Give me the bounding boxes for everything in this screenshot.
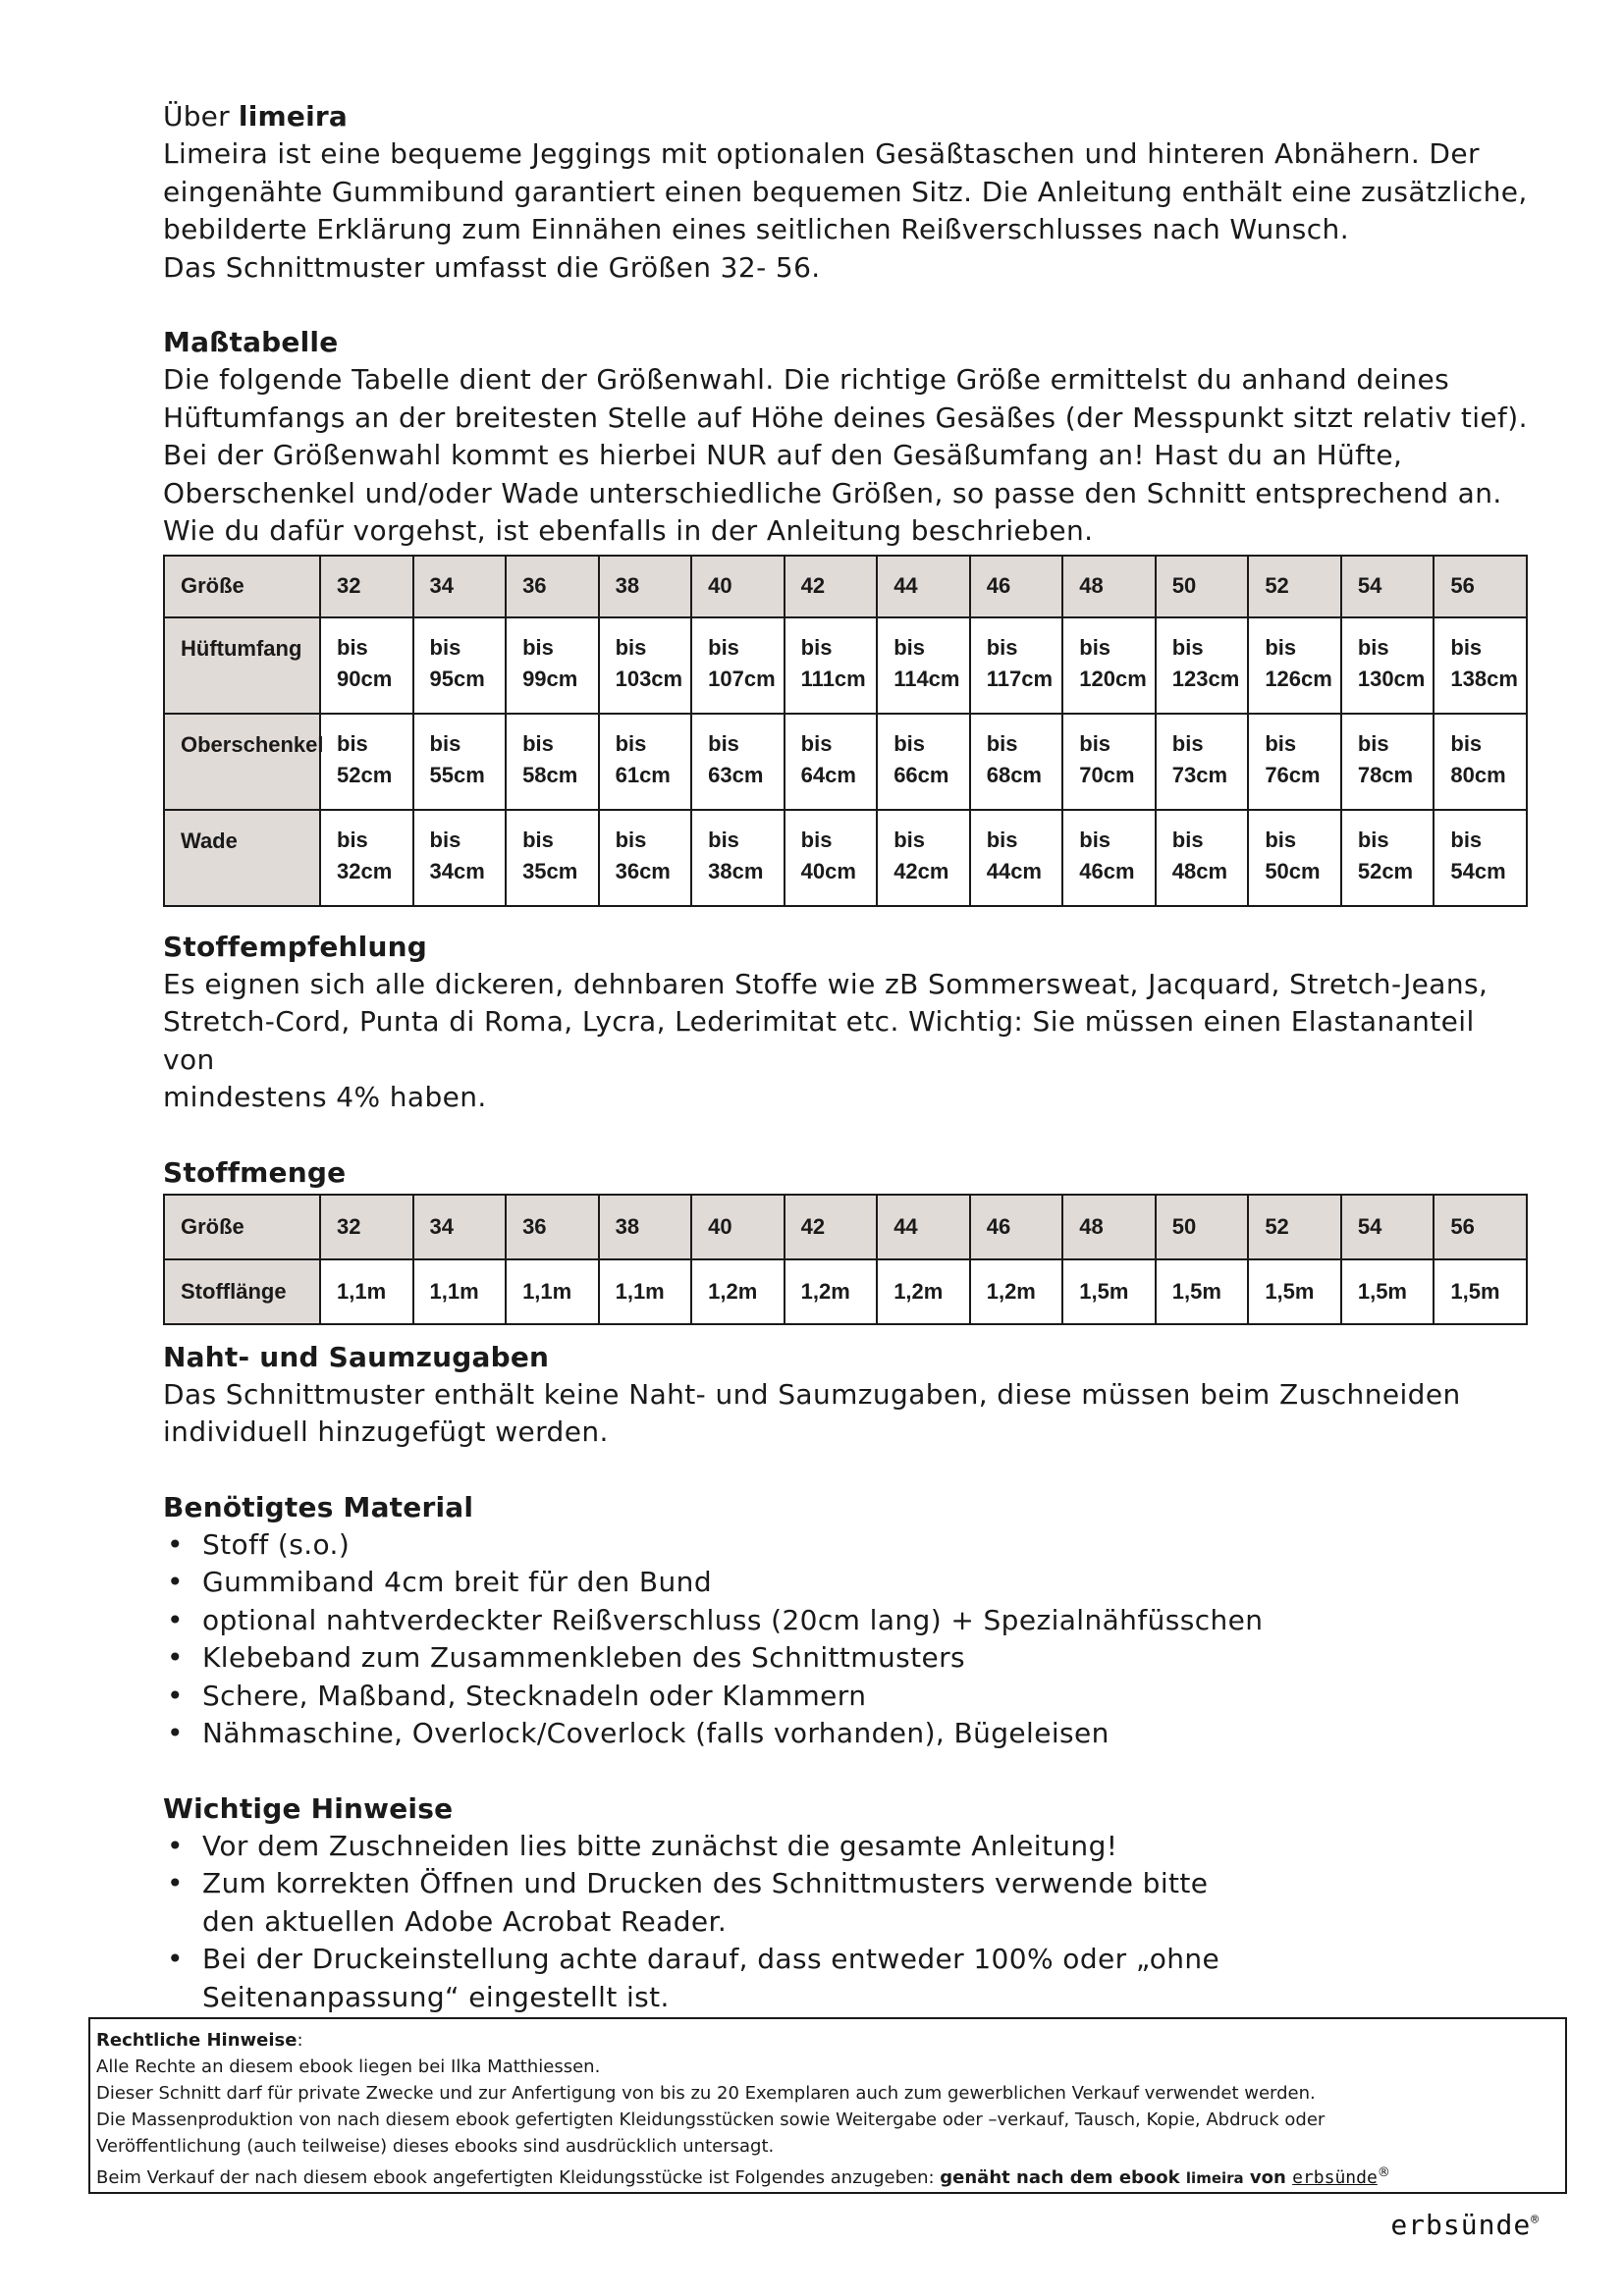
table-cell: 1,2m <box>785 1259 878 1324</box>
fabric-amount-table <box>163 1194 1528 1325</box>
size-cell: 48 <box>1062 556 1156 617</box>
table-cell <box>1434 810 1527 906</box>
registered-mark: ® <box>1531 2213 1540 2228</box>
table-cell <box>1248 617 1341 714</box>
cell-prefix: bis <box>429 730 461 756</box>
table-cell: 1,5m <box>1156 1259 1249 1324</box>
cell-prefix: bis <box>337 634 368 660</box>
cell-prefix: bis <box>615 730 647 756</box>
fabric-line: Es eignen sich alle dickeren, dehnbaren Stoffe wie zB Sommersweat, Jacquard, Stretch-Jeans, <box>163 967 1489 1000</box>
table-row-hip <box>164 617 1527 714</box>
table-cell <box>506 714 599 810</box>
cell-value: 38cm <box>708 858 764 883</box>
cell-value: 42cm <box>893 858 949 883</box>
cell-value: 66cm <box>893 762 949 787</box>
cell-prefix: bis <box>615 634 647 660</box>
size-cell: 46 <box>970 1195 1063 1259</box>
cell-prefix: bis <box>337 827 368 852</box>
cell-value: 63cm <box>708 762 764 787</box>
table-cell <box>506 810 599 906</box>
table-cell <box>320 617 413 714</box>
table-cell: 1,1m <box>320 1259 413 1324</box>
table-cell: 1,5m <box>1434 1259 1527 1324</box>
row-label: Oberschenkel <box>164 714 320 810</box>
cell-value: 50cm <box>1265 858 1321 883</box>
registered-mark: ® <box>1377 2165 1390 2180</box>
legal-notice-box <box>88 2017 1567 2194</box>
table-cell <box>877 617 970 714</box>
size-cell: 34 <box>413 1195 507 1259</box>
table-cell <box>320 810 413 906</box>
table-cell: 1,2m <box>877 1259 970 1324</box>
table-cell: 1,2m <box>691 1259 785 1324</box>
cell-value: 107cm <box>708 666 776 691</box>
cell-value: 70cm <box>1079 762 1135 787</box>
table-cell <box>691 714 785 810</box>
table-cell <box>1434 714 1527 810</box>
cell-prefix: bis <box>1450 827 1483 852</box>
cell-value: 120cm <box>1079 666 1147 691</box>
cell-value: 117cm <box>986 666 1054 691</box>
document-body <box>163 98 1528 2016</box>
table-cell <box>1062 617 1156 714</box>
list-item: • Stoff (s.o.) <box>163 1526 1528 1565</box>
table-cell <box>970 810 1063 906</box>
size-cell: 46 <box>970 556 1063 617</box>
table-cell <box>1248 714 1341 810</box>
cell-prefix: bis <box>522 730 554 756</box>
cell-prefix: bis <box>429 827 461 852</box>
cell-prefix: bis <box>1171 827 1204 852</box>
table-cell: 1,5m <box>1248 1259 1341 1324</box>
size-cell: 38 <box>599 1195 692 1259</box>
cell-prefix: bis <box>1079 634 1111 660</box>
cell-value: 54cm <box>1450 858 1506 883</box>
cell-prefix: bis <box>429 634 461 660</box>
cell-value: 48cm <box>1171 858 1228 883</box>
table-cell <box>785 714 878 810</box>
seam-line: individuell hinzugefügt werden. <box>163 1415 609 1448</box>
table-cell <box>413 714 507 810</box>
material-heading: Benötigtes Material <box>163 1490 474 1523</box>
fabric-amount-header-label: Größe <box>164 1195 320 1259</box>
table-cell <box>691 617 785 714</box>
cell-value: 130cm <box>1357 666 1426 691</box>
row-label: Wade <box>164 810 320 906</box>
table-cell: 1,1m <box>413 1259 507 1324</box>
legal-title: Rechtliche Hinweise: <box>96 2030 303 2051</box>
cell-prefix: bis <box>522 827 554 852</box>
cell-value: 52cm <box>1357 858 1414 883</box>
size-table-header-row <box>164 556 1527 617</box>
cell-prefix: bis <box>708 730 739 756</box>
cell-prefix: bis <box>1171 730 1204 756</box>
cell-prefix: bis <box>615 827 647 852</box>
table-row-thigh <box>164 714 1527 810</box>
cell-value: 76cm <box>1265 762 1321 787</box>
table-cell <box>1341 810 1435 906</box>
cell-value: 123cm <box>1171 666 1240 691</box>
about-line: eingenähte Gummibund garantiert einen bequemen Sitz. Die Anleitung enthält eine zusätzliche, <box>163 175 1528 208</box>
size-cell: 32 <box>320 556 413 617</box>
cell-prefix: bis <box>986 730 1018 756</box>
size-cell: 40 <box>691 556 785 617</box>
table-cell <box>1062 810 1156 906</box>
size-cell: 52 <box>1248 556 1341 617</box>
table-cell <box>599 714 692 810</box>
cell-value: 55cm <box>429 762 485 787</box>
about-line: Limeira ist eine bequeme Jeggings mit optionalen Gesäßtaschen und hinteren Abnähern. Der <box>163 137 1480 170</box>
list-item: • Klebeband zum Zusammenkleben des Schnittmusters <box>163 1639 1528 1678</box>
row-label: Stofflänge <box>164 1259 320 1324</box>
credit-product: limeira <box>1185 2169 1244 2187</box>
fabric-line: Stretch-Cord, Punta di Roma, Lycra, Lederimitat etc. Wichtig: Sie müssen einen Elastananteil von <box>163 1005 1475 1076</box>
cell-value: 138cm <box>1450 666 1518 691</box>
cell-prefix: bis <box>1357 634 1389 660</box>
size-cell: 50 <box>1156 1195 1249 1259</box>
table-cell <box>970 617 1063 714</box>
cell-prefix: bis <box>522 634 554 660</box>
cell-value: 32cm <box>337 858 393 883</box>
cell-prefix: bis <box>1265 634 1297 660</box>
cell-value: 90cm <box>337 666 393 691</box>
cell-value: 80cm <box>1450 762 1506 787</box>
cell-prefix: bis <box>1171 634 1204 660</box>
list-item: • Gummiband 4cm breit für den Bund <box>163 1564 1528 1602</box>
table-cell <box>1341 714 1435 810</box>
cell-prefix: bis <box>1265 827 1297 852</box>
cell-prefix: bis <box>1079 827 1111 852</box>
table-cell <box>1434 617 1527 714</box>
table-cell: 1,2m <box>970 1259 1063 1324</box>
size-cell: 36 <box>506 1195 599 1259</box>
row-label: Hüftumfang <box>164 617 320 714</box>
table-cell <box>1062 714 1156 810</box>
table-cell <box>599 617 692 714</box>
list-item: • Vor dem Zuschneiden lies bitte zunächst die gesamte Anleitung! <box>163 1828 1518 1866</box>
table-cell <box>413 617 507 714</box>
legal-line: Dieser Schnitt darf für private Zwecke und zur Anfertigung von bis zu 20 Exemplaren auch zum gewerblichen Verkauf verwendet werden. <box>96 2083 1316 2104</box>
cell-value: 40cm <box>800 858 856 883</box>
legal-line: Veröffentlichung (auch teilweise) dieses ebooks sind ausdrücklich untersagt. <box>96 2136 775 2157</box>
size-chart-line: Bei der Größenwahl kommt es hierbei NUR auf den Gesäßumfang an! Hast du an Hüfte, <box>163 439 1403 471</box>
legal-line: Die Massenproduktion von nach diesem ebook gefertigten Kleidungsstücken sowie Weitergabe oder –verkauf, Tausch, Kopie, Abdruck oder <box>96 2109 1326 2130</box>
fabric-heading: Stoffempfehlung <box>163 930 427 963</box>
fabric-amount-header-row <box>164 1195 1527 1259</box>
cell-value: 111cm <box>800 666 866 691</box>
cell-value: 44cm <box>986 858 1042 883</box>
cell-value: 103cm <box>615 666 683 691</box>
about-line: Das Schnittmuster umfasst die Größen 32- 56. <box>163 250 821 284</box>
size-cell: 56 <box>1434 556 1527 617</box>
size-cell: 48 <box>1062 1195 1156 1259</box>
size-cell: 42 <box>785 1195 878 1259</box>
notes-list <box>163 1828 1518 2017</box>
table-cell <box>599 810 692 906</box>
table-cell <box>691 810 785 906</box>
size-cell: 42 <box>785 556 878 617</box>
notes-heading: Wichtige Hinweise <box>163 1791 454 1825</box>
size-table <box>163 555 1528 907</box>
table-cell <box>1156 617 1249 714</box>
size-cell: 52 <box>1248 1195 1341 1259</box>
cell-value: 35cm <box>522 858 578 883</box>
size-chart-line: Hüftumfangs an der breitesten Stelle auf Höhe deines Gesäßes (der Messpunkt sitzt relativ tief). <box>163 400 1528 434</box>
cell-prefix: bis <box>1265 730 1297 756</box>
size-chart-line: Oberschenkel und/oder Wade unterschiedliche Größen, so passe den Schnitt entsprechend an. <box>163 476 1502 509</box>
cell-value: 78cm <box>1357 762 1414 787</box>
cell-prefix: bis <box>800 730 833 756</box>
list-item: • Schere, Maßband, Stecknadeln oder Klammern <box>163 1678 1528 1716</box>
cell-value: 99cm <box>522 666 578 691</box>
table-cell <box>785 617 878 714</box>
cell-prefix: bis <box>893 827 925 852</box>
product-name: limeira <box>238 100 348 133</box>
table-cell <box>970 714 1063 810</box>
table-cell <box>785 810 878 906</box>
list-item: • optional nahtverdeckter Reißverschluss (20cm lang) + Spezialnähfüsschen <box>163 1602 1528 1640</box>
size-cell: 36 <box>506 556 599 617</box>
credit-von: von <box>1243 2167 1293 2188</box>
cell-value: 126cm <box>1265 666 1332 691</box>
table-cell <box>320 714 413 810</box>
size-cell: 38 <box>599 556 692 617</box>
seam-heading: Naht- und Saumzugaben <box>163 1340 550 1373</box>
size-cell: 34 <box>413 556 507 617</box>
cell-prefix: bis <box>893 634 925 660</box>
table-cell <box>877 714 970 810</box>
fabric-amount-heading: Stoffmenge <box>163 1155 347 1189</box>
cell-prefix: bis <box>708 634 739 660</box>
cell-prefix: bis <box>1357 730 1389 756</box>
cell-value: 73cm <box>1171 762 1228 787</box>
table-cell <box>1248 810 1341 906</box>
cell-value: 95cm <box>429 666 485 691</box>
list-item: • Bei der Druckeinstellung achte darauf, dass entweder 100% oder „ohne Seitenanpassung“ eingestellt ist. <box>163 1941 1518 2016</box>
size-cell: 54 <box>1341 556 1435 617</box>
size-cell: 56 <box>1434 1195 1527 1259</box>
cell-value: 34cm <box>429 858 485 883</box>
cell-prefix: bis <box>1357 827 1389 852</box>
table-cell <box>877 810 970 906</box>
size-cell: 44 <box>877 1195 970 1259</box>
size-table-header-label: Größe <box>164 556 320 617</box>
cell-value: 52cm <box>337 762 393 787</box>
cell-prefix: bis <box>1450 730 1483 756</box>
cell-value: 68cm <box>986 762 1042 787</box>
size-chart-line: Die folgende Tabelle dient der Größenwahl. Die richtige Größe ermittelst du anhand deines <box>163 363 1450 396</box>
list-item: • Nähmaschine, Overlock/Coverlock (falls vorhanden), Bügeleisen <box>163 1715 1528 1753</box>
seam-line: Das Schnittmuster enthält keine Naht- und Saumzugaben, diese müssen beim Zuschneiden <box>163 1377 1461 1411</box>
legal-credit-line: Beim Verkauf der nach diesem ebook angefertigten Kleidungsstücke ist Folgendes anzugeben: genäht nach dem ebook limeira von erbsünde® <box>96 2165 1390 2188</box>
table-cell <box>506 617 599 714</box>
cell-prefix: bis <box>1079 730 1111 756</box>
table-cell: 1,1m <box>506 1259 599 1324</box>
cell-value: 61cm <box>615 762 671 787</box>
cell-prefix: bis <box>337 730 368 756</box>
brand-link[interactable]: erbsünde <box>1292 2167 1378 2188</box>
size-cell: 40 <box>691 1195 785 1259</box>
table-cell: 1,1m <box>599 1259 692 1324</box>
size-cell: 50 <box>1156 556 1249 617</box>
fabric-line: mindestens 4% haben. <box>163 1081 487 1113</box>
table-cell <box>413 810 507 906</box>
cell-prefix: bis <box>800 827 833 852</box>
legal-line: Alle Rechte an diesem ebook liegen bei Ilka Matthiessen. <box>96 2056 601 2077</box>
table-cell <box>1341 617 1435 714</box>
table-cell <box>1156 714 1249 810</box>
brand-logo: erbsünde® <box>1390 2209 1540 2241</box>
table-cell <box>1156 810 1249 906</box>
cell-value: 114cm <box>893 666 960 691</box>
size-chart-heading: Maßtabelle <box>163 326 339 358</box>
about-heading: Über limeira <box>163 100 348 133</box>
cell-value: 64cm <box>800 762 856 787</box>
about-line: bebilderte Erklärung zum Einnähen eines seitlichen Reißverschlusses nach Wunsch. <box>163 213 1349 245</box>
table-row-calf <box>164 810 1527 906</box>
cell-value: 58cm <box>522 762 578 787</box>
cell-prefix: bis <box>708 827 739 852</box>
credit-text: genäht nach dem ebook <box>940 2167 1186 2188</box>
cell-value: 46cm <box>1079 858 1135 883</box>
table-cell: 1,5m <box>1062 1259 1156 1324</box>
cell-prefix: bis <box>986 827 1018 852</box>
cell-prefix: bis <box>1450 634 1483 660</box>
list-item: • Zum korrekten Öffnen und Drucken des Schnittmusters verwende bitte den aktuellen Adobe Acrobat Reader. <box>163 1865 1518 1941</box>
fabric-amount-row <box>164 1259 1527 1324</box>
table-cell: 1,5m <box>1341 1259 1435 1324</box>
size-cell: 54 <box>1341 1195 1435 1259</box>
size-cell: 44 <box>877 556 970 617</box>
size-chart-line: Wie du dafür vorgehst, ist ebenfalls in der Anleitung beschrieben. <box>163 514 1094 547</box>
cell-prefix: bis <box>893 730 925 756</box>
size-cell: 32 <box>320 1195 413 1259</box>
cell-prefix: bis <box>986 634 1018 660</box>
material-list <box>163 1526 1528 1753</box>
cell-prefix: bis <box>800 634 833 660</box>
cell-value: 36cm <box>615 858 671 883</box>
